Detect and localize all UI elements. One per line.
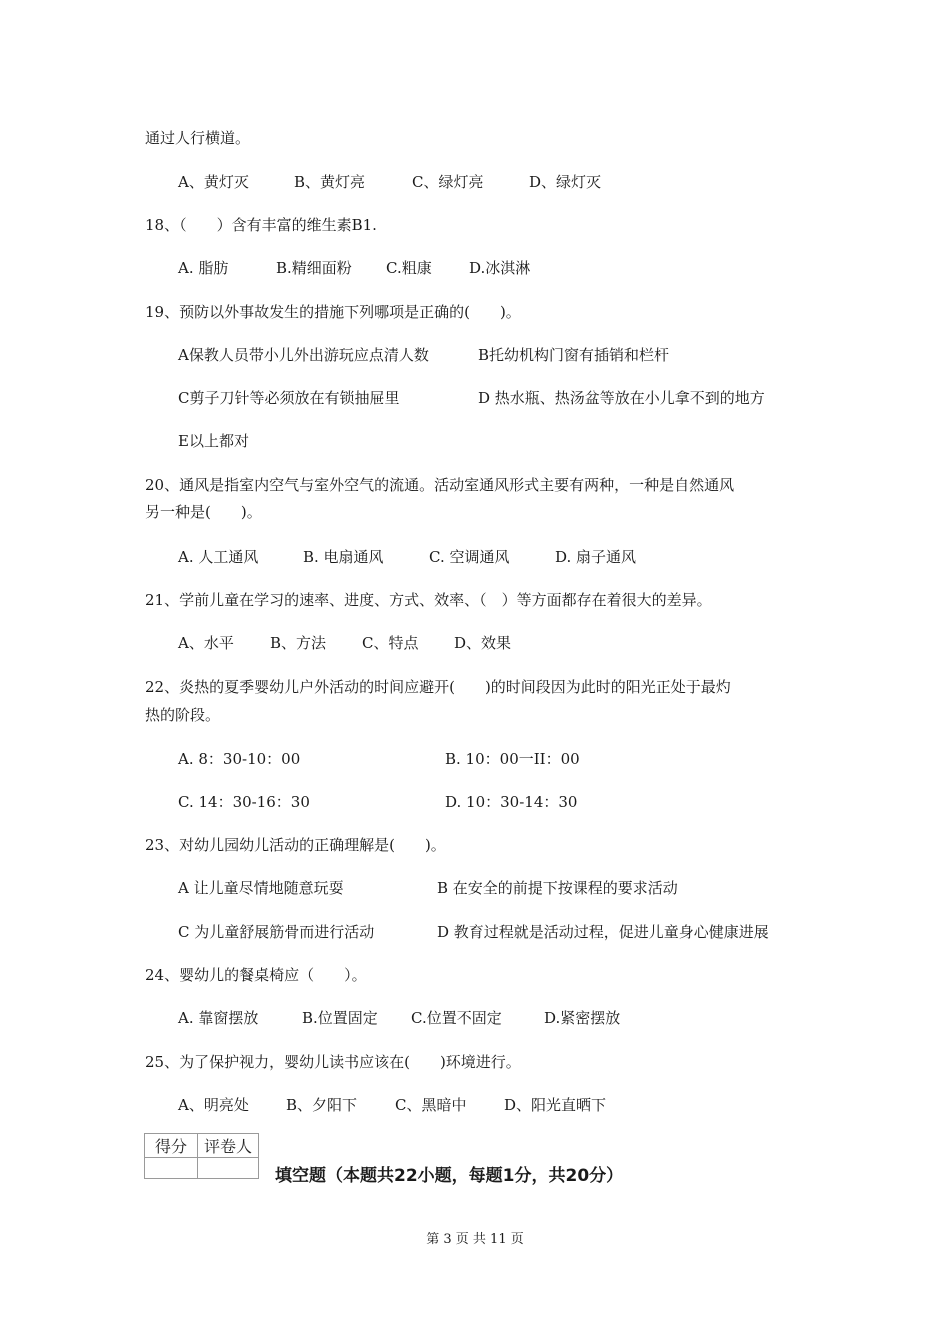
question-24: 24、婴幼儿的餐桌椅应（ ）。: [145, 966, 367, 984]
score-header: 得分: [145, 1134, 198, 1158]
option: A. 脂肪: [178, 259, 229, 277]
q20-options: [178, 547, 636, 567]
q22-option-d: D. 10：30-14：30: [445, 793, 578, 811]
q19-option-a: A保教人员带小儿外出游玩应点清人数: [178, 346, 429, 364]
q23-option-b: B 在安全的前提下按课程的要求活动: [437, 879, 678, 897]
question-23: 23、对幼儿园幼儿活动的正确理解是( )。: [145, 836, 446, 854]
q25-options: [178, 1095, 606, 1115]
option: B.位置固定: [302, 1009, 378, 1027]
q19-option-e: E以上都对: [178, 432, 249, 450]
q22-option-c: C. 14：30-16：30: [178, 793, 310, 811]
q19-option-b: B托幼机构门窗有插销和栏杆: [478, 346, 670, 364]
option: C、绿灯亮: [412, 173, 484, 191]
option: A、明亮处: [178, 1096, 249, 1114]
question-25: 25、为了保护视力，婴幼儿读书应该在( )环境进行。: [145, 1053, 521, 1071]
question-22-line2: 热的阶段。: [145, 706, 221, 724]
question-22-line1: 22、炎热的夏季婴幼儿户外活动的时间应避开( )的时间段因为此时的阳光正处于最灼: [145, 678, 731, 696]
score-cell[interactable]: [145, 1158, 198, 1179]
q22-option-a: A. 8：30-10：00: [178, 750, 301, 768]
grader-cell[interactable]: [198, 1158, 259, 1179]
question-18: 18、（ ）含有丰富的维生素B1.: [145, 216, 377, 234]
question-20-line1: 20、通风是指室内空气与室外空气的流通。活动室通风形式主要有两种，一种是自然通风: [145, 476, 735, 494]
option: A. 靠窗摆放: [178, 1009, 259, 1027]
option: D、阳光直晒下: [504, 1096, 607, 1114]
q23-option-c: C 为儿童舒展筋骨而进行活动: [178, 923, 375, 941]
option: B. 电扇通风: [303, 548, 384, 566]
option: C.位置不固定: [411, 1009, 502, 1027]
option: D. 扇子通风: [555, 548, 637, 566]
q22-option-b: B. 10：00一II：00: [445, 750, 580, 768]
question-21: 21、学前儿童在学习的速率、进度、方式、效率、（ ）等方面都存在着很大的差异。: [145, 591, 712, 609]
option: D.紧密摆放: [544, 1009, 621, 1027]
option: D、绿灯灭: [529, 173, 602, 191]
grader-header: 评卷人: [198, 1134, 259, 1158]
q23-option-d: D 教育过程就是活动过程，促进儿童身心健康进展: [437, 923, 769, 941]
option: C.粗康: [386, 259, 432, 277]
text-line: 通过人行横道。: [145, 129, 251, 147]
q23-option-a: A 让儿童尽情地随意玩耍: [178, 879, 344, 897]
q19-option-c: C剪子刀针等必须放在有锁抽屉里: [178, 389, 400, 407]
q19-option-d: D 热水瓶、热汤盆等放在小儿拿不到的地方: [478, 389, 765, 407]
option: B、夕阳下: [286, 1096, 358, 1114]
page-footer: 第 3 页 共 11 页: [426, 1232, 524, 1247]
q21-options: [178, 633, 511, 653]
option: B.精细面粉: [276, 259, 352, 277]
q24-options: [178, 1008, 620, 1028]
question-20-line2: 另一种是( )。: [145, 503, 262, 521]
question-19: 19、预防以外事故发生的措施下列哪项是正确的( )。: [145, 303, 521, 321]
option: B、黄灯亮: [294, 173, 366, 191]
section-title: 填空题（本题共22小题，每题1分，共20分）: [275, 1166, 624, 1186]
option: A. 人工通风: [178, 548, 259, 566]
option: D.冰淇淋: [469, 259, 531, 277]
option: A、水平: [178, 634, 234, 652]
option: C、黑暗中: [395, 1096, 467, 1114]
q18-options: [178, 258, 530, 278]
option: D、效果: [454, 634, 512, 652]
q17-options: [178, 172, 601, 192]
option: C. 空调通风: [429, 548, 510, 566]
score-table: [144, 1133, 259, 1179]
option: B、方法: [270, 634, 327, 652]
option: C、特点: [362, 634, 419, 652]
option: A、黄灯灭: [178, 173, 249, 191]
